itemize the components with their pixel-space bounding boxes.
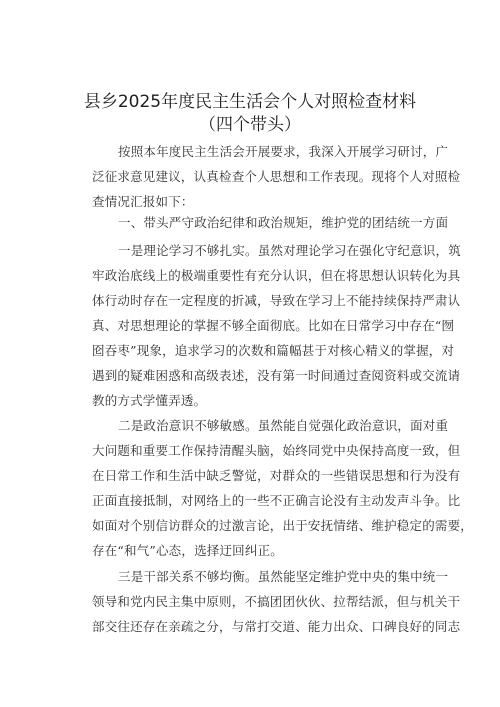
paragraph-line: 真、对思想理论的掌握不够全面彻底。比如在日常学习中存在“囫 [92,318,455,333]
paragraph-line: 在日常工作和生活中缺乏警觉，对群众的一些错误思想和行为没有 [92,468,461,483]
paragraph-line: 囵吞枣”现象，追求学习的次数和篇幅甚于对核心精义的掌握，对 [92,343,455,358]
paragraph-line: 按照本年度民主生活会开展要求，我深入开展学习研讨，广 [118,144,449,159]
paragraph-line: 牢政治底线上的极端重要性有充分认识，但在将思想认识转化为具 [92,268,461,283]
paragraph-line: 遇到的疑难困惑和高级表述，没有第一时间通过查阅资料或交流请 [92,368,461,383]
paragraph-line: 查情况汇报如下： [92,194,194,209]
paragraph-line: 泛征求意见建议，认真检查个人思想和工作表现。现将个人对照检 [92,169,461,184]
paragraph-line: 三是干部关系不够均衡。虽然能坚定维护党中央的集中统一 [118,569,449,584]
document-subtitle: （四个带头） [199,115,301,135]
document-title: 县乡2025年度民主生活会个人对照检查材料 [83,92,417,112]
paragraph-line: 教的方式学懂弄透。 [92,393,207,408]
paragraph-line: 大问题和重要工作保持清醒头脑，始终同党中央保持高度一致，但 [92,443,461,458]
paragraph-line: 一是理论学习不够扎实。虽然对理论学习在强化守纪意识，筑 [118,243,461,258]
paragraph-line: 正面直接抵制，对网络上的一些不正确言论没有主动发声斗争。比 [92,493,461,508]
paragraph-line: 体行动时存在一定程度的折减，导致在学习上不能持续保持严肃认 [92,293,461,308]
section-heading [92,210,449,235]
paragraph-line: 领导和党内民主集中原则，不搞团团伙伙、拉帮结派，但与机关干 [92,594,461,609]
paragraph-line: 一、带头严守政治纪律和政治规矩，维护党的团结统一方面 [118,215,449,230]
paragraph-line: 存在“和气”心态，选择迂回纠正。 [92,543,283,558]
point-one-paragraph [92,238,461,413]
point-three-paragraph [92,564,461,639]
intro-paragraph [92,139,461,214]
paragraph-line: 部交往还存在亲疏之分，与常打交道、能力出众、口碑良好的同志 [92,619,461,634]
point-two-paragraph [92,413,474,563]
paragraph-line: 二是政治意识不够敏感。虽然能自觉强化政治意识，面对重 [118,418,449,433]
paragraph-line: 如面对个别信访群众的过激言论，出于安抚情绪、维护稳定的需要， [92,518,474,533]
